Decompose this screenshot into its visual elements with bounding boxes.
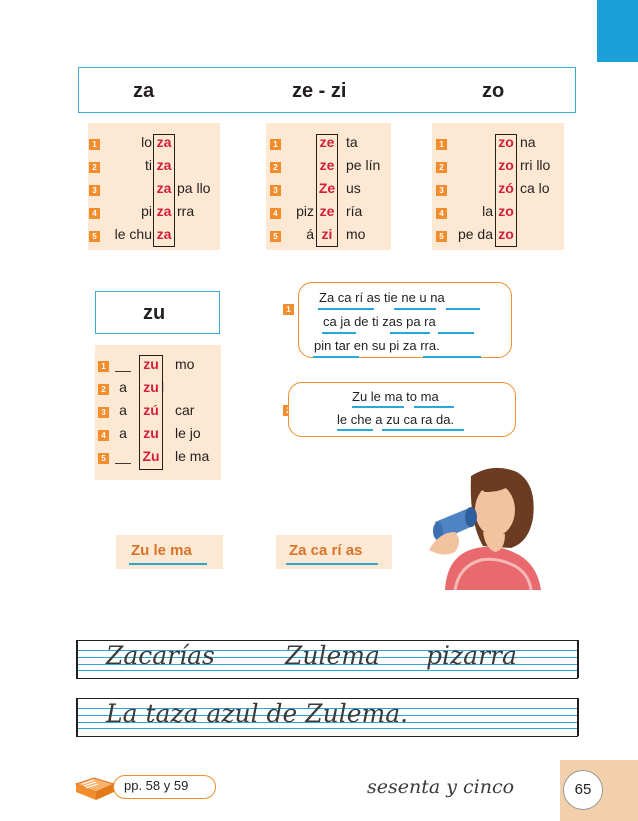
writing-line	[76, 728, 578, 729]
syllable-suffix: us	[346, 180, 361, 196]
row-number: 4	[98, 430, 109, 441]
syllable: za	[156, 180, 172, 196]
syllable: zu	[143, 379, 159, 395]
syllable-prefix: __	[115, 448, 131, 464]
script-word: Zacarías	[106, 641, 215, 670]
syllable: zu	[143, 356, 159, 372]
syllable-suffix: mo	[346, 226, 366, 242]
word-underline	[382, 429, 464, 431]
word-underline	[352, 406, 404, 408]
syllable-prefix: a	[119, 402, 127, 418]
row-number: 4	[89, 208, 100, 219]
syllable-prefix: pe da	[457, 226, 493, 242]
label-underline	[286, 563, 378, 565]
syllable: zu	[143, 425, 159, 441]
syllable: zo	[498, 134, 514, 150]
writing-line-bottom	[76, 736, 578, 737]
script-sentence: La taza azul de Zulema.	[106, 699, 409, 728]
syllable-prefix: a	[119, 379, 127, 395]
syllable-prefix: á	[306, 226, 314, 242]
word-underline	[423, 356, 481, 358]
word-underline	[318, 308, 374, 310]
syllable-prefix: lo	[141, 134, 152, 150]
syllable: zo	[498, 226, 514, 242]
syllable-prefix: __	[115, 356, 131, 372]
word-underline	[322, 332, 356, 334]
writing-line-right	[577, 640, 579, 678]
syllable: Ze	[318, 180, 336, 196]
syllable: ze	[319, 203, 335, 219]
syllable: zú	[143, 402, 159, 418]
row-number: 2	[270, 162, 281, 173]
row-number: 4	[436, 208, 447, 219]
sentence-line: le che a zu ca ra da.	[337, 412, 455, 427]
syllable: za	[156, 226, 172, 242]
syllable-suffix: mo	[175, 356, 195, 372]
syllable: za	[156, 157, 172, 173]
syllable-suffix: ca lo	[520, 180, 550, 196]
syllable-prefix: a	[119, 425, 127, 441]
writing-line	[76, 670, 578, 671]
row-number: 4	[270, 208, 281, 219]
row-number: 2	[436, 162, 447, 173]
syllable-suffix: ría	[346, 203, 363, 219]
syllable-prefix: le chu	[114, 226, 152, 242]
row-number: 5	[436, 231, 447, 242]
syllable-suffix: le ma	[175, 448, 210, 464]
label-underline	[129, 563, 207, 565]
syllable: Zu	[142, 448, 160, 464]
zu-title: zu	[143, 302, 166, 324]
row-number: 3	[98, 407, 109, 418]
syllable-prefix: pi	[141, 203, 152, 219]
writing-line-left	[76, 698, 78, 736]
syllable: za	[156, 134, 172, 150]
row-number: 1	[270, 139, 281, 150]
syllable: zi	[321, 226, 333, 242]
page-tab	[597, 0, 638, 62]
girl-drinking-illustration	[425, 462, 543, 590]
word-underline	[313, 356, 359, 358]
row-number: 3	[89, 185, 100, 196]
syllable-suffix: rra	[177, 203, 195, 219]
sentence-line: Zu le ma to ma	[352, 389, 439, 404]
page-number: 65	[574, 781, 592, 798]
page-number-words: sesenta y cinco	[367, 776, 515, 798]
syllable: zo	[498, 203, 514, 219]
syllable-suffix: le jo	[175, 425, 201, 441]
syllable-prefix: piz	[296, 203, 314, 219]
syllable: za	[156, 203, 172, 219]
syllable-suffix: rri llo	[520, 157, 551, 173]
syllable-suffix: pe lín	[346, 157, 381, 173]
row-number: 2	[89, 162, 100, 173]
row-number: 5	[89, 231, 100, 242]
syllable-prefix: la	[482, 203, 493, 219]
row-number: 5	[270, 231, 281, 242]
word-underline	[414, 406, 454, 408]
script-word: Zulema	[285, 641, 380, 670]
syllable: zó	[498, 180, 514, 196]
syllable: zo	[498, 157, 514, 173]
script-word: pizarra	[426, 641, 517, 670]
row-number: 5	[98, 453, 109, 464]
label-zulema: Zu le ma	[131, 542, 192, 559]
sentence-line: pin tar en su pi za rra.	[314, 338, 440, 353]
book-icon	[74, 770, 118, 804]
row-number: 1	[98, 361, 109, 372]
syllable-suffix: na	[520, 134, 536, 150]
syllable-suffix: ta	[346, 134, 358, 150]
writing-line-left	[76, 640, 78, 678]
word-underline	[446, 308, 480, 310]
word-underline	[394, 308, 436, 310]
syllable-suffix: l	[161, 379, 165, 395]
row-number: 3	[436, 185, 447, 196]
sentence-line: ca ja de ti zas pa ra	[323, 314, 436, 329]
header-ze-zi: ze - zi	[292, 80, 347, 102]
header-za: za	[133, 80, 155, 102]
row-number: 1	[89, 139, 100, 150]
sentence-line: Za ca rí as tie ne u na	[319, 290, 445, 305]
bubble-number: 1	[283, 304, 294, 315]
label-zacarias: Za ca rí as	[289, 542, 363, 559]
page-reference: pp. 58 y 59	[124, 778, 189, 793]
header-zo: zo	[482, 80, 505, 102]
row-number: 3	[270, 185, 281, 196]
syllable-suffix: car	[175, 402, 195, 418]
row-number: 2	[98, 384, 109, 395]
row-number: 1	[436, 139, 447, 150]
syllable: ze	[319, 134, 335, 150]
syllable-suffix: pa llo	[177, 180, 211, 196]
syllable: ze	[319, 157, 335, 173]
writing-line-right	[577, 698, 579, 736]
word-underline	[390, 332, 430, 334]
word-underline	[438, 332, 474, 334]
writing-line-bottom	[76, 678, 578, 679]
syllable-prefix: ti	[145, 157, 152, 173]
word-underline	[337, 429, 373, 431]
